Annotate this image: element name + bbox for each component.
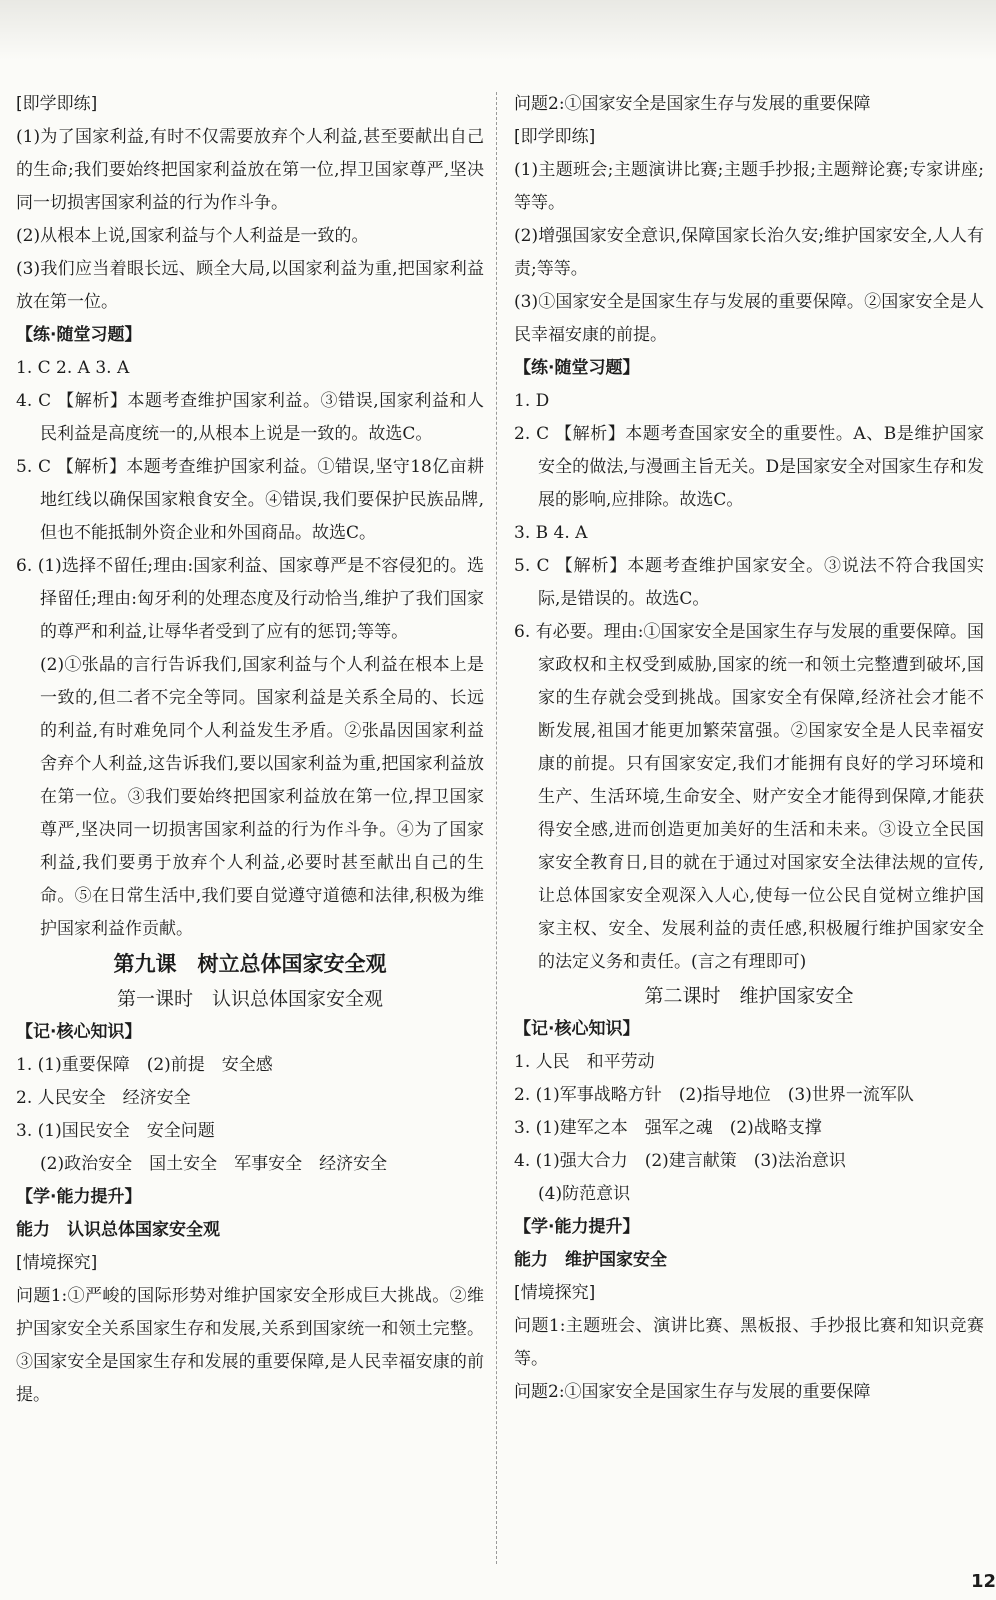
- knowledge-item: 1. (1)重要保障 (2)前提 安全感: [16, 1055, 273, 1075]
- page-number: 12: [970, 1571, 996, 1592]
- ability-title: 能力 认识总体国家安全观: [16, 1220, 220, 1240]
- scan-shadow: [0, 0, 996, 60]
- answer-item: 6. (1)选择不留任;理由:国家利益、国家尊严是不容侵犯的。选择留任;理由:匈牙利的处理态度及行动恰当,维护了我们国家的尊严和利益,让辱华者受到了应有的惩罚;等等。: [16, 556, 484, 642]
- paragraph: (3)我们应当着眼长远、顾全大局,以国家利益为重,把国家利益放在第一位。: [16, 259, 484, 312]
- section-header: 【记·核心知识】: [16, 1022, 142, 1042]
- paragraph: (3)①国家安全是国家生存与发展的重要保障。②国家安全是人民幸福安康的前提。: [514, 292, 984, 345]
- answer-item: 1. D: [514, 391, 550, 411]
- section-header: 【学·能力提升】: [16, 1187, 142, 1207]
- section-header: [情境探究]: [16, 1253, 98, 1273]
- section-header: 【记·核心知识】: [514, 1019, 640, 1039]
- knowledge-item: 3. (1)建军之本 强军之魂 (2)战略支撑: [514, 1118, 822, 1138]
- section-header: 【练·随堂习题】: [514, 358, 640, 378]
- section-header: [即学即练]: [16, 94, 98, 114]
- knowledge-item: (2)政治安全 国土安全 军事安全 经济安全: [40, 1154, 388, 1174]
- paragraph: (2)从根本上说,国家利益与个人利益是一致的。: [16, 226, 369, 246]
- knowledge-item: 2. 人民安全 经济安全: [16, 1088, 191, 1108]
- column-divider: [496, 92, 497, 1564]
- period-title: 第一课时 认识总体国家安全观: [116, 988, 383, 1010]
- paragraph: (1)为了国家利益,有时不仅需要放弃个人利益,甚至要献出自己的生命;我们要始终把国家利益放在第一位,捍卫国家尊严,坚决同一切损害国家利益的行为作斗争。: [16, 127, 484, 213]
- section-header: [即学即练]: [514, 127, 596, 147]
- answer-item: (2)①张晶的言行告诉我们,国家利益与个人利益在根本上是一致的,但二者不完全等同。国家利益是关系全局的、长远的利益,有时难免同个人利益发生矛盾。②张晶因国家利益舍弃个人利益,这告诉我们,要以国家利益为重,把国家利益放在第一位。③我们要始终把国家利益放在第一位,捍卫国家尊严,坚决同一切损害国家利益的行为作斗争。④为了国家利益,我们要勇于放弃个人利益,必要时甚至献出自己的生命。⑤在日常生活中,我们要自觉遵守道德和法律,积极为维护国家利益作贡献。: [40, 655, 484, 939]
- left-column: [16, 88, 484, 1560]
- knowledge-item: 4. (1)强大合力 (2)建言献策 (3)法治意识: [514, 1151, 846, 1171]
- knowledge-item: 2. (1)军事战略方针 (2)指导地位 (3)世界一流军队: [514, 1085, 914, 1105]
- lesson-title: 第九课 树立总体国家安全观: [113, 952, 387, 976]
- knowledge-item: 3. (1)国民安全 安全问题: [16, 1121, 215, 1141]
- answer-item: 5. C 【解析】本题考查维护国家利益。①错误,坚守18亿亩耕地红线以确保国家粮食安全。④错误,我们要保护民族品牌,但也不能抵制外资企业和外国商品。故选C。: [16, 457, 484, 543]
- section-header: [情境探究]: [514, 1283, 596, 1303]
- paragraph: 问题1:①严峻的国际形势对维护国家安全形成巨大挑战。②维护国家安全关系国家生存和发展,关系到国家统一和领土完整。③国家安全是国家生存和发展的重要保障,是人民幸福安康的前提。: [16, 1286, 484, 1405]
- answer-item: 6. 有必要。理由:①国家安全是国家生存与发展的重要保障。国家政权和主权受到威胁,国家的统一和领土完整遭到破坏,国家的生存就会受到挑战。国家安全有保障,经济社会才能不断发展,祖国才能更加繁荣富强。②国家安全是人民幸福安康的前提。只有国家安定,我们才能拥有良好的学习环境和生产、生活环境,生命安全、财产安全才能得到保障,才能获得安全感,进而创造更加美好的生活和未来。③设立全民国家安全教育日,目的就在于通过对国家安全法律法规的宣传,让总体国家安全观深入人心,使每一位公民自觉树立维护国家主权、安全、发展利益的责任感,积极履行维护国家安全的法定义务和责任。(言之有理即可): [514, 622, 984, 972]
- answer-item: 1. C 2. A 3. A: [16, 358, 130, 378]
- section-header: 【练·随堂习题】: [16, 325, 142, 345]
- answer-item: 4. C 【解析】本题考查维护国家利益。③错误,国家利益和人民利益是高度统一的,从根本上说是一致的。故选C。: [16, 391, 484, 444]
- answer-item: 5. C 【解析】本题考查维护国家安全。③说法不符合我国实际,是错误的。故选C。: [514, 556, 984, 609]
- ability-title: 能力 维护国家安全: [514, 1250, 667, 1270]
- paragraph: (1)主题班会;主题演讲比赛;主题手抄报;主题辩论赛;专家讲座;等等。: [514, 160, 984, 213]
- knowledge-item: (4)防范意识: [538, 1184, 631, 1204]
- right-column: [514, 88, 984, 1560]
- paragraph: 问题1:主题班会、演讲比赛、黑板报、手抄报比赛和知识竞赛等。: [514, 1316, 984, 1369]
- answer-item: 2. C 【解析】本题考查国家安全的重要性。A、B是维护国家安全的做法,与漫画主旨无关。D是国家安全对国家生存和发展的影响,应排除。故选C。: [514, 424, 984, 510]
- answer-item: 3. B 4. A: [514, 523, 588, 543]
- paragraph: 问题2:①国家安全是国家生存与发展的重要保障: [514, 94, 871, 114]
- section-header: 【学·能力提升】: [514, 1217, 640, 1237]
- knowledge-item: 1. 人民 和平劳动: [514, 1052, 655, 1072]
- period-title: 第二课时 维护国家安全: [644, 985, 854, 1007]
- paragraph: 问题2:①国家安全是国家生存与发展的重要保障: [514, 1382, 871, 1402]
- paragraph: (2)增强国家安全意识,保障国家长治久安;维护国家安全,人人有责;等等。: [514, 226, 984, 279]
